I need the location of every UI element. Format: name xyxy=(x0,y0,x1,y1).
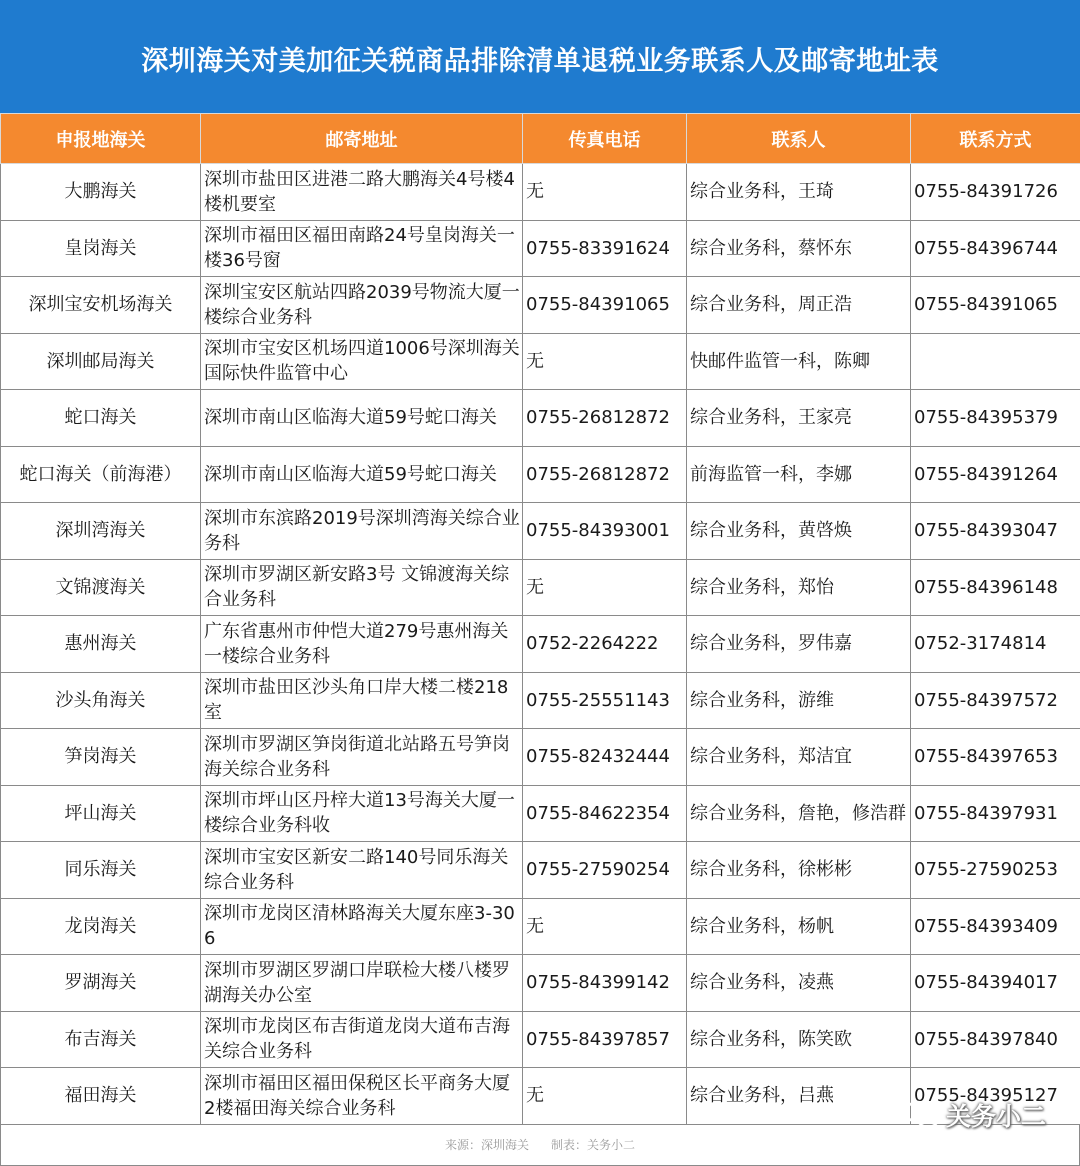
office-cell: 笋岗海关 xyxy=(1,729,201,786)
table-row xyxy=(1,390,1080,447)
fax-cell: 0755-27590254 xyxy=(523,842,687,899)
footer-source: 来源：深圳海关 xyxy=(444,1138,529,1152)
address-cell: 深圳市福田区福田保税区长平商务大厦2楼福田海关综合业务科 xyxy=(201,1068,523,1125)
fax-cell: 0755-84393001 xyxy=(523,503,687,560)
header-row xyxy=(1,114,1080,164)
header-contact: 联系人 xyxy=(687,114,911,164)
fax-cell: 0755-26812872 xyxy=(523,446,687,503)
table-row xyxy=(1,842,1080,899)
fax-cell: 无 xyxy=(523,1068,687,1125)
fax-cell: 无 xyxy=(523,164,687,221)
address-cell: 深圳市东滨路2019号深圳湾海关综合业务科 xyxy=(201,503,523,560)
phone-cell: 0755-84395379 xyxy=(911,390,1080,447)
address-cell: 深圳市南山区临海大道59号蛇口海关 xyxy=(201,446,523,503)
phone-cell: 0755-84397653 xyxy=(911,729,1080,786)
fax-cell: 0755-84399142 xyxy=(523,955,687,1012)
address-cell: 深圳市宝安区新安二路140号同乐海关综合业务科 xyxy=(201,842,523,899)
table-row xyxy=(1,277,1080,334)
office-cell: 坪山海关 xyxy=(1,785,201,842)
address-cell: 深圳市龙岗区清林路海关大厦东座3-306 xyxy=(201,898,523,955)
office-cell: 同乐海关 xyxy=(1,842,201,899)
phone-cell: 0755-27590253 xyxy=(911,842,1080,899)
office-cell: 大鹏海关 xyxy=(1,164,201,221)
phone-cell xyxy=(911,333,1080,390)
contact-cell: 综合业务科，郑怡 xyxy=(687,559,911,616)
phone-cell: 0755-84393409 xyxy=(911,898,1080,955)
office-cell: 罗湖海关 xyxy=(1,955,201,1012)
contact-cell: 综合业务科，吕燕 xyxy=(687,1068,911,1125)
fax-cell: 0755-84391065 xyxy=(523,277,687,334)
address-cell: 深圳市罗湖区笋岗街道北站路五号笋岗海关综合业务科 xyxy=(201,729,523,786)
phone-cell: 0755-84394017 xyxy=(911,955,1080,1012)
fax-cell: 0755-25551143 xyxy=(523,672,687,729)
contact-cell: 综合业务科，王琦 xyxy=(687,164,911,221)
contact-cell: 综合业务科，蔡怀东 xyxy=(687,220,911,277)
office-cell: 蛇口海关（前海港） xyxy=(1,446,201,503)
fax-cell: 0752-2264222 xyxy=(523,616,687,673)
contact-cell: 综合业务科，游维 xyxy=(687,672,911,729)
fax-cell: 无 xyxy=(523,559,687,616)
watermark-text: 关务小二 xyxy=(945,1102,1046,1131)
address-cell: 深圳市罗湖区新安路3号 文锦渡海关综合业务科 xyxy=(201,559,523,616)
contact-cell: 综合业务科，郑洁宜 xyxy=(687,729,911,786)
contact-cell: 综合业务科，周正浩 xyxy=(687,277,911,334)
header-phone: 联系方式 xyxy=(911,114,1080,164)
table-row xyxy=(1,672,1080,729)
contact-cell: 快邮件监管一科，陈卿 xyxy=(687,333,911,390)
table-row xyxy=(1,559,1080,616)
address-cell: 深圳市福田区福田南路24号皇岗海关一楼36号窗 xyxy=(201,220,523,277)
office-cell: 深圳湾海关 xyxy=(1,503,201,560)
address-cell: 深圳市盐田区沙头角口岸大楼二楼218室 xyxy=(201,672,523,729)
header-address: 邮寄地址 xyxy=(201,114,523,164)
office-cell: 蛇口海关 xyxy=(1,390,201,447)
fax-cell: 0755-83391624 xyxy=(523,220,687,277)
phone-cell: 0755-84396744 xyxy=(911,220,1080,277)
fax-cell: 0755-84397857 xyxy=(523,1011,687,1068)
phone-cell: 0755-84395127 xyxy=(911,1068,1080,1125)
wechat-watermark xyxy=(904,1097,1046,1133)
contact-cell: 前海监管一科，李娜 xyxy=(687,446,911,503)
address-cell: 深圳市龙岗区布吉街道龙岗大道布吉海关综合业务科 xyxy=(201,1011,523,1068)
office-cell: 皇岗海关 xyxy=(1,220,201,277)
fax-cell: 0755-84622354 xyxy=(523,785,687,842)
office-cell: 深圳宝安机场海关 xyxy=(1,277,201,334)
header-fax: 传真电话 xyxy=(523,114,687,164)
table-row xyxy=(1,898,1080,955)
footer-maker: 制表：关务小二 xyxy=(551,1138,636,1152)
address-cell: 深圳市宝安区机场四道1006号深圳海关国际快件监管中心 xyxy=(201,333,523,390)
phone-cell: 0755-84397931 xyxy=(911,785,1080,842)
phone-cell: 0755-84396148 xyxy=(911,559,1080,616)
address-cell: 深圳市盐田区进港二路大鹏海关4号楼4楼机要室 xyxy=(201,164,523,221)
phone-cell: 0755-84397572 xyxy=(911,672,1080,729)
office-cell: 布吉海关 xyxy=(1,1011,201,1068)
phone-cell: 0755-84391065 xyxy=(911,277,1080,334)
office-cell: 龙岗海关 xyxy=(1,898,201,955)
fax-cell: 0755-82432444 xyxy=(523,729,687,786)
header-office: 申报地海关 xyxy=(1,114,201,164)
table-row xyxy=(1,220,1080,277)
contact-cell: 综合业务科，罗伟嘉 xyxy=(687,616,911,673)
office-cell: 福田海关 xyxy=(1,1068,201,1125)
office-cell: 深圳邮局海关 xyxy=(1,333,201,390)
address-cell: 广东省惠州市仲恺大道279号惠州海关一楼综合业务科 xyxy=(201,616,523,673)
table-row xyxy=(1,955,1080,1012)
contact-cell: 综合业务科，徐彬彬 xyxy=(687,842,911,899)
table-row xyxy=(1,1011,1080,1068)
contact-cell: 综合业务科，杨帆 xyxy=(687,898,911,955)
table-row xyxy=(1,446,1080,503)
contact-cell: 综合业务科，陈笑欧 xyxy=(687,1011,911,1068)
contact-cell: 综合业务科，凌燕 xyxy=(687,955,911,1012)
fax-cell: 无 xyxy=(523,333,687,390)
table-row xyxy=(1,729,1080,786)
address-cell: 深圳宝安区航站四路2039号物流大厦一楼综合业务科 xyxy=(201,277,523,334)
table-row xyxy=(1,333,1080,390)
table-row xyxy=(1,616,1080,673)
table-title: 深圳海关对美加征关税商品排除清单退税业务联系人及邮寄地址表 xyxy=(0,0,1080,113)
phone-cell: 0752-3174814 xyxy=(911,616,1080,673)
table-row xyxy=(1,785,1080,842)
contact-cell: 综合业务科，詹艳，修浩群 xyxy=(687,785,911,842)
table-row xyxy=(1,164,1080,221)
phone-cell: 0755-84393047 xyxy=(911,503,1080,560)
address-cell: 深圳市南山区临海大道59号蛇口海关 xyxy=(201,390,523,447)
contact-table xyxy=(0,113,1080,1125)
address-cell: 深圳市坪山区丹梓大道13号海关大厦一楼综合业务科收 xyxy=(201,785,523,842)
wechat-icon xyxy=(904,1100,940,1130)
office-cell: 沙头角海关 xyxy=(1,672,201,729)
address-cell: 深圳市罗湖区罗湖口岸联检大楼八楼罗湖海关办公室 xyxy=(201,955,523,1012)
office-cell: 文锦渡海关 xyxy=(1,559,201,616)
table-row xyxy=(1,503,1080,560)
office-cell: 惠州海关 xyxy=(1,616,201,673)
phone-cell: 0755-84391264 xyxy=(911,446,1080,503)
contact-cell: 综合业务科，黄啓焕 xyxy=(687,503,911,560)
fax-cell: 0755-26812872 xyxy=(523,390,687,447)
phone-cell: 0755-84391726 xyxy=(911,164,1080,221)
phone-cell: 0755-84397840 xyxy=(911,1011,1080,1068)
fax-cell: 无 xyxy=(523,898,687,955)
contact-cell: 综合业务科，王家亮 xyxy=(687,390,911,447)
